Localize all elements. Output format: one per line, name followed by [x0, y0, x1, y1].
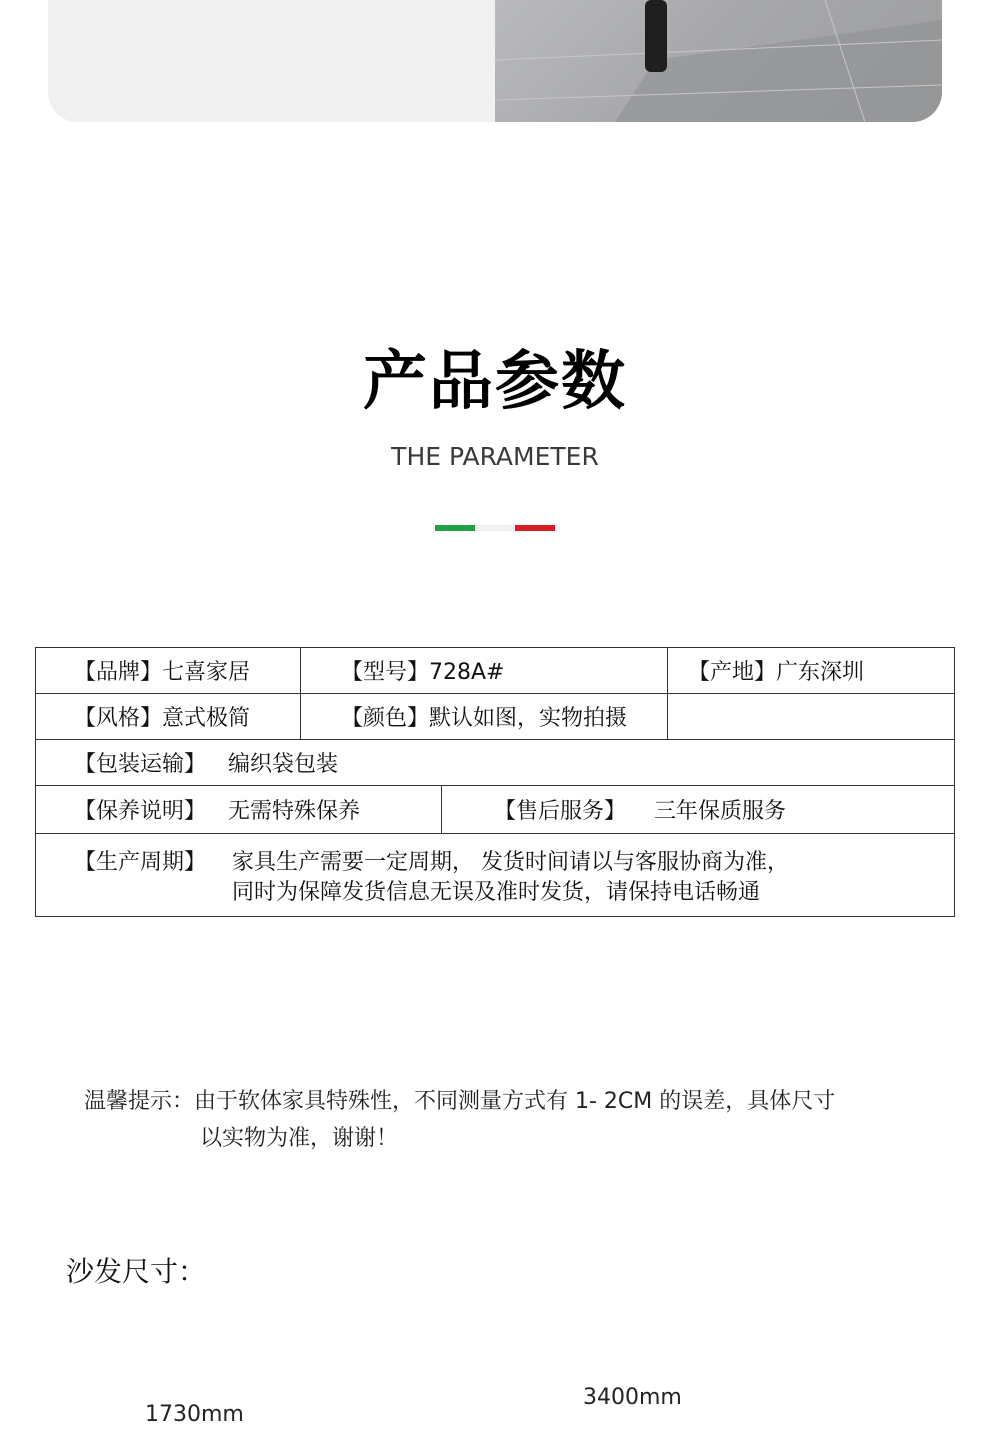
warm-tip	[84, 1083, 835, 1157]
origin-value: 广东深圳	[776, 660, 865, 685]
care-value: 无需特殊保养	[228, 799, 361, 824]
table-row	[36, 740, 955, 786]
style-value: 意式极简	[162, 706, 251, 731]
hero-left-panel	[48, 0, 495, 122]
color-label: 【颜色】	[341, 706, 430, 731]
italian-flag-divider	[435, 525, 555, 531]
table-row	[36, 648, 955, 694]
section-title: 产品参数	[363, 345, 627, 419]
cycle-cell	[36, 834, 955, 917]
flag-green-stripe	[435, 525, 475, 531]
brand-cell	[36, 648, 301, 694]
empty-cell	[668, 694, 955, 740]
table-row	[36, 834, 955, 917]
sofa-leg-photo-icon	[495, 0, 942, 122]
cycle-line-1: 家具生产需要一定周期， 发货时间请以与客服协商为准，	[232, 850, 790, 875]
care-cell	[36, 786, 442, 833]
care-label: 【保养说明】	[74, 799, 207, 824]
packing-label: 【包装运输】	[74, 752, 207, 777]
style-cell	[36, 694, 301, 740]
warm-tip-line-2: 以实物为准，谢谢！	[200, 1126, 399, 1151]
flag-red-stripe	[515, 525, 555, 531]
cycle-label: 【生产周期】	[74, 850, 207, 875]
aftersale-label: 【售后服务】	[494, 799, 627, 824]
origin-cell	[668, 648, 955, 694]
style-label: 【风格】	[74, 706, 163, 731]
sofa-size-title: 沙发尺寸：	[66, 1255, 207, 1288]
model-cell	[301, 648, 668, 694]
brand-label: 【品牌】	[74, 660, 163, 685]
color-cell	[301, 694, 668, 740]
aftersale-cell	[442, 786, 954, 833]
table-row	[36, 786, 955, 834]
color-value: 默认如图，实物拍摄	[429, 706, 628, 731]
sofa-depth-dimension: 1730mm	[145, 1402, 244, 1427]
aftersale-value: 三年保质服务	[654, 799, 787, 824]
parameter-table	[35, 647, 955, 917]
cycle-line-2: 同时为保障发货信息无误及准时发货，请保持电话畅通	[232, 880, 761, 905]
origin-label: 【产地】	[688, 660, 777, 685]
cycle-text	[206, 848, 789, 908]
care-aftersale-cell	[36, 786, 955, 834]
packing-value: 编织袋包装	[228, 752, 339, 777]
hero-image	[48, 0, 942, 122]
model-label: 【型号】	[341, 660, 430, 685]
table-row	[36, 694, 955, 740]
warm-tip-line-1: 温馨提示：由于软体家具特殊性，不同测量方式有 1- 2CM 的误差，具体尺寸	[84, 1089, 836, 1114]
model-value: 728A#	[429, 660, 505, 685]
packing-cell	[36, 740, 955, 786]
sofa-width-dimension: 3400mm	[583, 1385, 682, 1410]
section-subtitle: THE PARAMETER	[391, 442, 599, 471]
brand-value: 七喜家居	[162, 660, 251, 685]
flag-white-stripe	[475, 525, 515, 531]
